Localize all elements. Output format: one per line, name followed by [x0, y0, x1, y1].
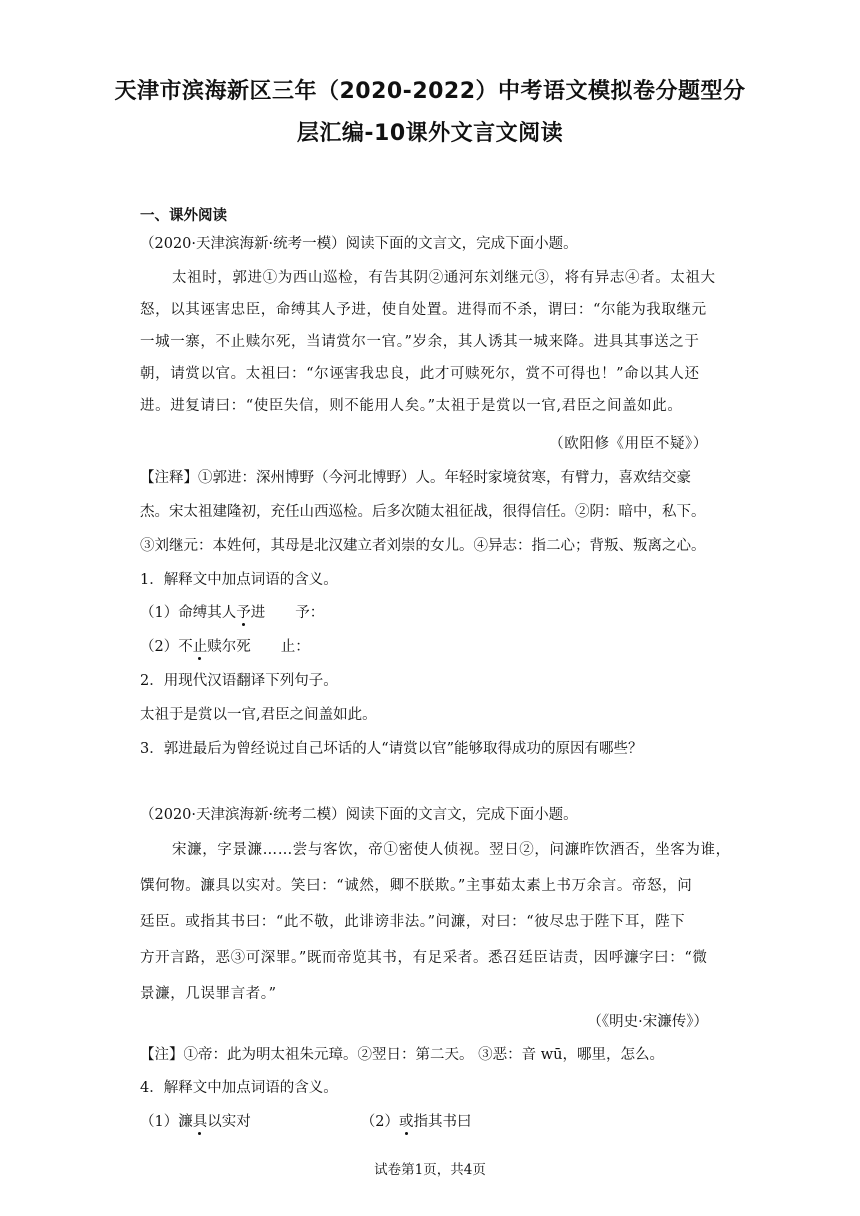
doc-title-line2: 层汇编-10课外文言文阅读 [296, 121, 564, 146]
section-heading: 一、课外阅读 [140, 207, 227, 224]
note-2: 【注】①帝：此为明太祖朱元璋。②翌日：第二天。 ③恶：音 wū，哪里，怎么。 [140, 1047, 664, 1063]
question-1: 1．解释文中加点词语的含义。 [140, 572, 338, 588]
dotted-word: 予 [236, 605, 251, 621]
passage2-line: 景濂，几误罪言者。” [140, 986, 277, 1002]
dotted-word: 止 [192, 639, 208, 655]
question-2-sentence: 太祖于是赏以一官,君臣之间盖如此。 [140, 707, 377, 723]
passage2-line: 廷臣。或指其书曰：“此不敬，此诽谤非法。”问濂，对曰：“彼尽忠于陛下耳，陛下 [140, 914, 686, 930]
passage2-line: 方开言路，恶③可深罪。”既而帝览其书，有足采者。悉召廷臣诘责，因呼濂字曰：“微 [140, 950, 708, 966]
passage1-line: 进。进复请曰：“使臣失信，则不能用人矣。”太祖于是赏以一官,君臣之间盖如此。 [140, 398, 683, 414]
page-footer: 试卷第1页，共4页 [374, 1162, 486, 1178]
source-note-1: （2020·天津滨海新·统考一模）阅读下面的文言文，完成下面小题。 [140, 236, 578, 252]
doc-title-line1: 天津市滨海新区三年（2020-2022）中考语文模拟卷分题型分 [114, 79, 746, 104]
question-1b: （2）不止赎尔死 止： [140, 639, 310, 655]
passage1-line: 怒，以其诬害忠臣，命缚其人予进，使自处置。进得而不杀，谓曰：“尔能为我取继元 [140, 302, 707, 318]
dotted-word: 具 [192, 1114, 208, 1130]
passage2-line: 宋濂，字景濂……尝与客饮，帝①密使人侦视。翌日②，问濂昨饮酒否，坐客为谁， [172, 842, 731, 858]
passage1-line: 朝，请赏以官。太祖曰：“尔诬害我忠良，此才可赎死尔，赏不可得也！”命以其人还 [140, 366, 700, 382]
notes-line: 杰。宋太祖建隆初，充任山西巡检。后多次随太祖征战，很得信任。②阴：暗中，私下。 [140, 504, 706, 520]
question-1a: （1）命缚其人予进 予： [140, 605, 325, 621]
question-4: 4．解释文中加点词语的含义。 [140, 1080, 338, 1096]
notes-line: 【注释】①郭进：深州博野（今河北博野）人。年轻时家境贫寒，有臂力，喜欢结交豪 [140, 470, 691, 486]
dotted-word: 或 [398, 1114, 414, 1130]
passage1-attribution: （欧阳修《用臣不疑》） [549, 436, 708, 452]
notes-line: ③刘继元：本姓何，其母是北汉建立者刘崇的女儿。④异志：指二心；背叛、叛离之心。 [140, 538, 706, 554]
passage2-attribution: （《明史·宋濂传》） [587, 1014, 708, 1030]
passage1-line: 太祖时，郭进①为西山巡检，有告其阴②通河东刘继元③，将有异志④者。太祖大 [172, 270, 716, 286]
passage2-line: 馔何物。濂具以实对。笑曰：“诚然，卿不朕欺。”主事茹太素上书万余言。帝怒，问 [140, 878, 693, 894]
question-4-items: （1）濂具以实对 （2）或指其书曰 [140, 1114, 472, 1130]
question-2: 2．用现代汉语翻译下列句子。 [140, 673, 338, 689]
answer-label: 止： [280, 639, 310, 655]
question-3: 3．郭进最后为曾经说过自己坏话的人“请赏以官”能够取得成功的原因有哪些？ [140, 741, 643, 757]
source-note-2: （2020·天津滨海新·统考二模）阅读下面的文言文，完成下面小题。 [140, 807, 578, 823]
passage1-line: 一城一寨，不止赎尔死，当请赏尔一官。”岁余，其人诱其一城来降。进具其事送之于 [140, 334, 700, 350]
answer-label: 予： [295, 605, 325, 621]
